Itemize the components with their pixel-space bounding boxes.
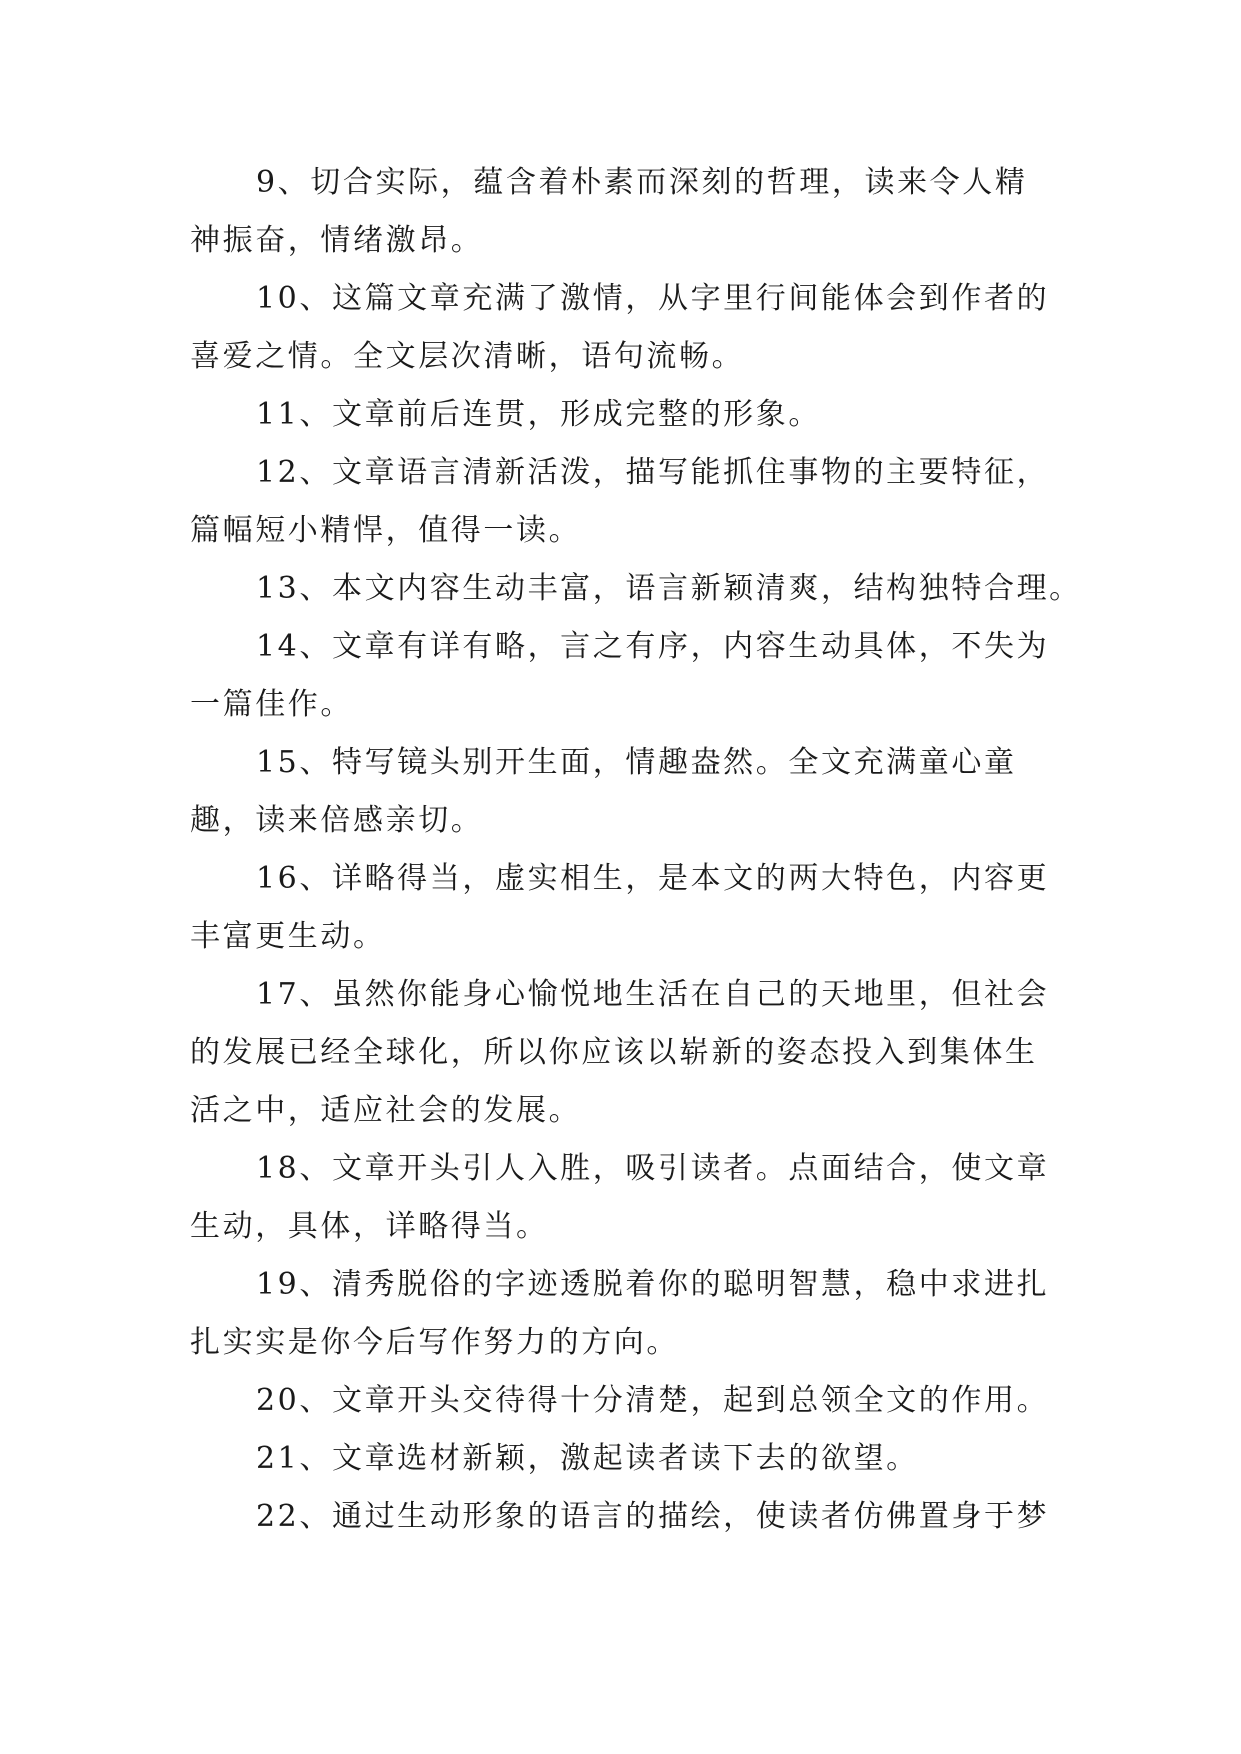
list-item: 22、通过生动形象的语言的描绘，使读者仿佛置身于梦 xyxy=(256,1499,1050,1534)
list-item: 16、详略得当，虚实相生，是本文的两大特色，内容更丰富更生动。 xyxy=(190,861,1050,954)
list-item: 14、文章有详有略，言之有序，内容生动具体，不失为一篇佳作。 xyxy=(190,629,1050,722)
list-item: 17、虽然你能身心愉悦地生活在自己的天地里，但社会的发展已经全球化，所以你应该以崭新的姿态投入到集体生活之中，适应社会的发展。 xyxy=(190,977,1050,1128)
list-item: 9、切合实际，蕴含着朴素而深刻的哲理，读来令人精神振奋，情绪激昂。 xyxy=(190,165,1028,258)
list-item: 18、文章开头引人入胜，吸引读者。点面结合，使文章生动，具体，详略得当。 xyxy=(190,1151,1050,1244)
list-item: 19、清秀脱俗的字迹透脱着你的聪明智慧，稳中求进扎扎实实是你今后写作努力的方向。 xyxy=(190,1267,1050,1360)
list-item: 11、文章前后连贯，形成完整的形象。 xyxy=(256,397,821,432)
list-item: 20、文章开头交待得十分清楚，起到总领全文的作用。 xyxy=(256,1383,1050,1418)
list-item: 10、这篇文章充满了激情，从字里行间能体会到作者的喜爱之情。全文层次清晰，语句流畅。 xyxy=(190,281,1050,374)
list-item: 15、特写镜头别开生面，情趣盎然。全文充满童心童趣，读来倍感亲切。 xyxy=(190,745,1017,838)
comment-list xyxy=(190,154,1082,1546)
list-item: 21、文章选材新颖，激起读者读下去的欲望。 xyxy=(256,1441,919,1476)
list-item: 13、本文内容生动丰富，语言新颖清爽，结构独特合理。 xyxy=(256,571,1082,606)
list-item: 12、文章语言清新活泼，描写能抓住事物的主要特征，篇幅短小精悍，值得一读。 xyxy=(190,455,1050,548)
